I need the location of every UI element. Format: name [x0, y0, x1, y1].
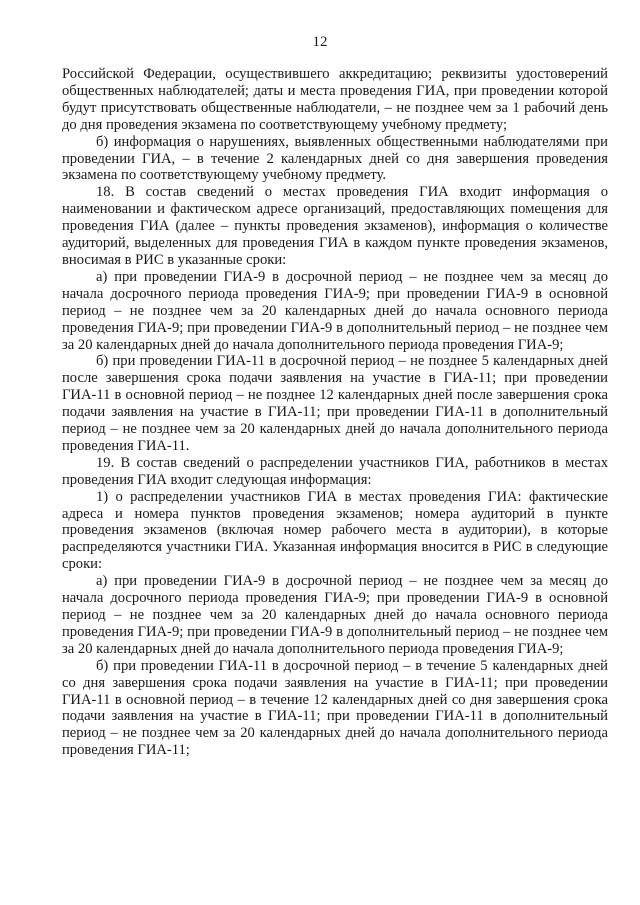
paragraph-continuation: Российской Федерации, осуществившего аккредитацию; реквизиты удостоверений общественных наблюдателей; даты и места проведения ГИА, при проведении которой будут присутствовать общественные наблюдатели, – не позднее чем за 1 рабочий день до дня проведения экзамена по соответствующему учебному предмету;	[62, 66, 608, 133]
page-number: 12	[312, 34, 328, 50]
paragraph-18a-gia9-deadlines: а) при проведении ГИА-9 в досрочной период – не позднее чем за месяц до начала досрочного периода проведения ГИА-9; при проведении ГИА-9 в основной период – не позднее чем за 20 календарных дней до начала основного периода проведения ГИА-9; при проведении ГИА-9 в дополнительный период – не позднее чем за 20 календарных дней до начала дополнительного периода проведения ГИА-9;	[62, 268, 608, 353]
document-body	[62, 66, 608, 759]
paragraph-19-1-participants: 1) о распределении участников ГИА в местах проведения ГИА: фактические адреса и номера пунктов проведения экзаменов; номера аудиторий в пункте проведения экзаменов (включая номер рабочего места в аудитории), в которые распределяются участники ГИА. Указанная информация вносится в РИС в следующие сроки:	[62, 488, 608, 573]
paragraph-19-1a-gia9-deadlines: а) при проведении ГИА-9 в досрочной период – не позднее чем за месяц до начала досрочного периода проведения ГИА-9; при проведении ГИА-9 в основной период – не позднее чем за 20 календарных дней до начала основного периода проведения ГИА-9; при проведении ГИА-9 в дополнительный период – не позднее чем за 20 календарных дней до начала дополнительного периода проведения ГИА-9;	[62, 573, 608, 657]
paragraph-17b-violations: б) информация о нарушениях, выявленных общественными наблюдателями при проведении ГИА, – в течение 2 календарных дней со дня завершения проведения экзамена по соответствующему учебному предмету.	[62, 133, 608, 184]
paragraph-18-exam-locations: 18. В состав сведений о местах проведения ГИА входит информация о наименовании и фактическом адресе организаций, предоставляющих помещения для проведения ГИА (далее – пункты проведения экзаменов), информация о количестве аудиторий, выделенных для проведения ГИА в каждом пункте проведения экзаменов, вносимая в РИС в указанные сроки:	[62, 184, 608, 268]
paragraph-18b-gia11-deadlines: б) при проведении ГИА-11 в досрочной период – не позднее 5 календарных дней после завершения срока подачи заявления на участие в ГИА-11; при проведении ГИА-11 в основной период – не позднее 12 календарных дней после завершения срока подачи заявления на участие в ГИА-11; при проведении ГИА-11 в дополнительный период – не позднее чем за 20 календарных дней до начала дополнительного периода проведения ГИА-11.	[62, 353, 608, 454]
paragraph-19-1b-gia11-deadlines: б) при проведении ГИА-11 в досрочной период – в течение 5 календарных дней со дня завершения срока подачи заявления на участие в ГИА-11; при проведении ГИА-11 в основной период – в течение 12 календарных дней со дня завершения срока подачи заявления на участие в ГИА-11; при проведении ГИА-11 в дополнительный период – не позднее чем за 20 календарных дней до начала дополнительного периода проведения ГИА-11;	[62, 657, 608, 759]
paragraph-19-distribution: 19. В состав сведений о распределении участников ГИА, работников в местах проведения ГИА входит следующая информация:	[62, 454, 608, 488]
